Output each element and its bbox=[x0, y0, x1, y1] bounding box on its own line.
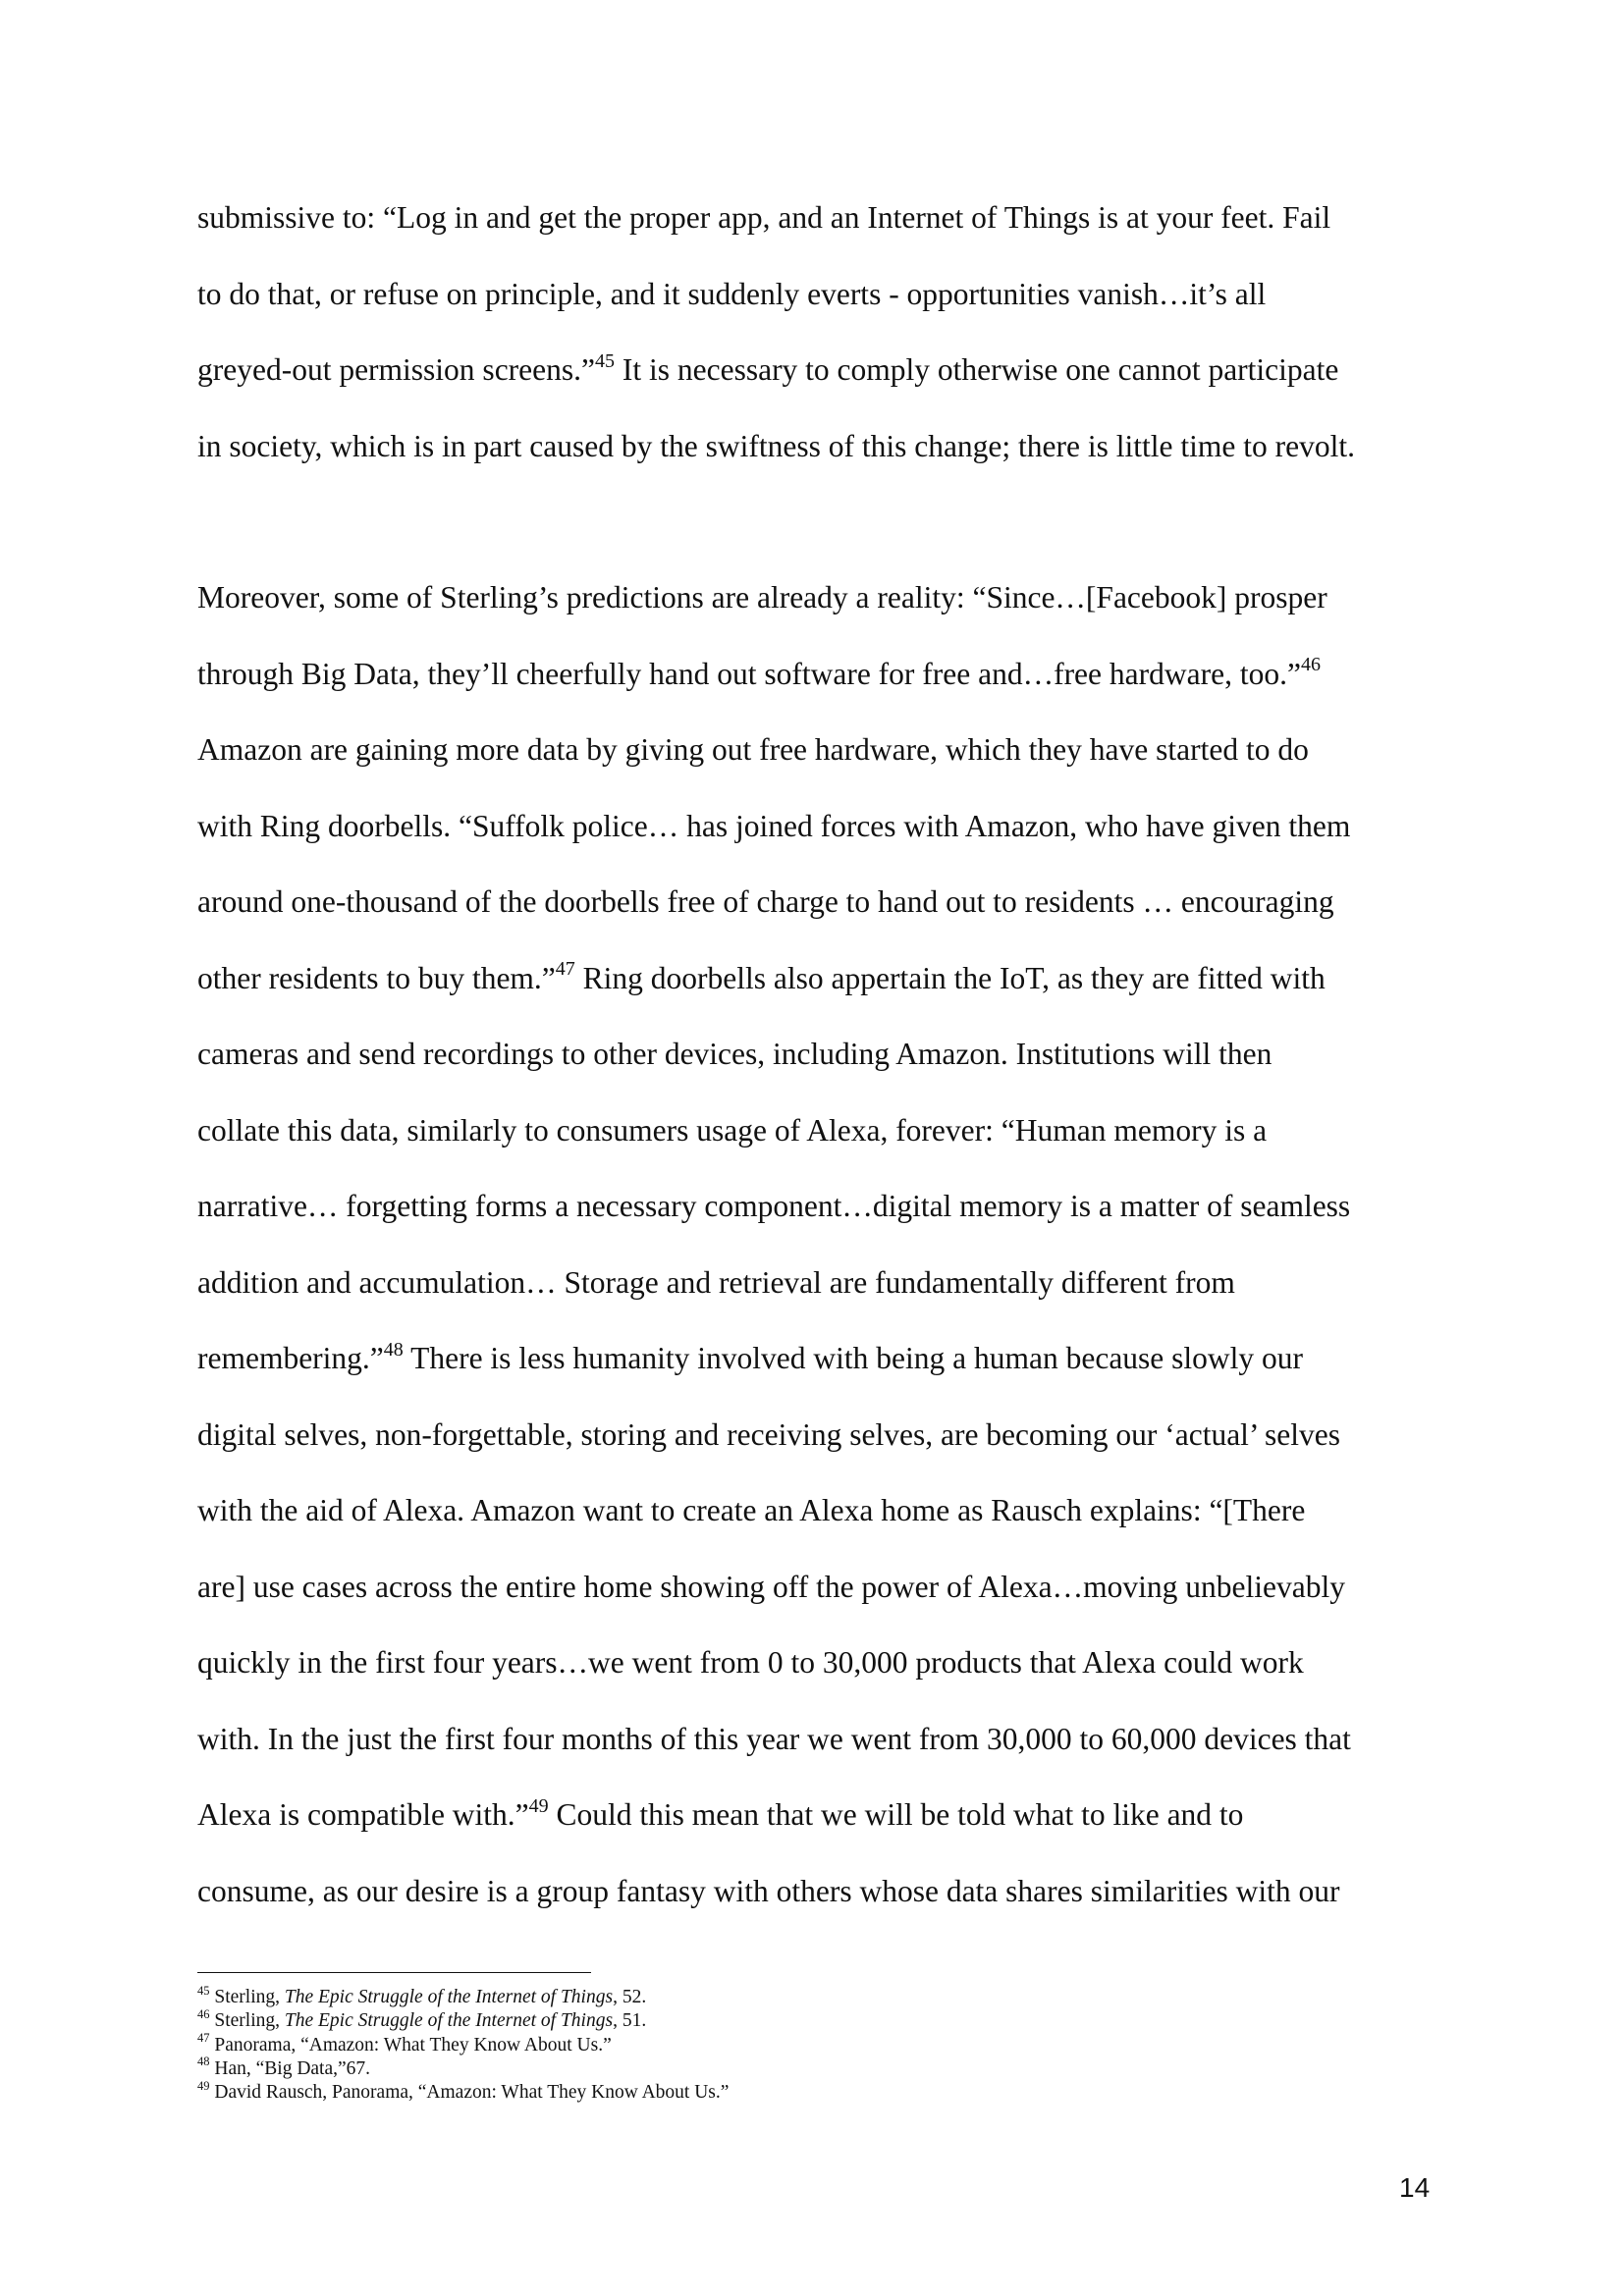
footnote-number: 47 bbox=[197, 2031, 210, 2046]
footnote-number: 48 bbox=[197, 2055, 210, 2069]
footnote-separator bbox=[197, 1972, 591, 1973]
text-line bbox=[197, 940, 1464, 1017]
text-line: Amazon are gaining more data by giving out free hardware, which they have started to do bbox=[197, 732, 1309, 767]
text-line bbox=[197, 1320, 1464, 1397]
text-run: Ring doorbells also appertain the IoT, as they are fitted with bbox=[574, 960, 1326, 995]
footnote-reference-46[interactable]: 46 bbox=[1300, 654, 1321, 675]
footnote-author: Sterling, bbox=[209, 1987, 285, 2007]
text-line: cameras and send recordings to other devices, including Amazon. Institutions will then bbox=[197, 1037, 1272, 1071]
footnote-page: , 51. bbox=[613, 2010, 647, 2032]
text-line: consume, as our desire is a group fantasy with others whose data shares similarities with our bbox=[197, 1873, 1340, 1908]
footnote-45 bbox=[197, 1983, 1376, 2009]
text-line: with the aid of Alexa. Amazon want to create an Alexa home as Rausch explains: “[There bbox=[197, 1493, 1306, 1527]
text-line: quickly in the first four years…we went from 0 to 30,000 products that Alexa could work bbox=[197, 1645, 1304, 1680]
text-line: with Ring doorbells. “Suffolk police… has joined forces with Amazon, who have given them bbox=[197, 808, 1351, 843]
footnote-reference-45[interactable]: 45 bbox=[595, 349, 615, 372]
text-run: Alexa is compatible with.” bbox=[197, 1797, 529, 1832]
page-number: 14 bbox=[1399, 2172, 1431, 2203]
footnote-46 bbox=[197, 2006, 1376, 2033]
footnote-title: The Epic Struggle of the Internet of Things bbox=[284, 1987, 614, 2007]
footnote-author: Sterling, bbox=[209, 2010, 285, 2032]
footnote-text: Han, “Big Data,”67. bbox=[209, 2057, 371, 2079]
footnote-reference-48[interactable]: 48 bbox=[383, 1338, 404, 1361]
text-line: to do that, or refuse on principle, and it suddenly everts - opportunities vanish…it’s all bbox=[197, 276, 1267, 311]
text-line: are] use cases across the entire home showing off the power of Alexa…moving unbelievably bbox=[197, 1569, 1345, 1604]
body-paragraph-2 bbox=[197, 560, 1464, 1929]
footnote-47 bbox=[197, 2031, 1376, 2057]
text-run: remembering.” bbox=[197, 1341, 384, 1375]
footnotes bbox=[197, 1983, 1376, 2105]
footnote-number: 45 bbox=[197, 1983, 210, 1998]
text-line bbox=[197, 1777, 1464, 1853]
text-run: greyed-out permission screens.” bbox=[197, 352, 595, 387]
footnote-page: , 52. bbox=[613, 1987, 647, 2007]
footnote-text: David Rausch, Panorama, “Amazon: What They Know About Us.” bbox=[209, 2082, 730, 2104]
text-line: with. In the just the first four months of this year we went from 30,000 to 60,000 devices that bbox=[197, 1721, 1351, 1756]
text-run: through Big Data, they’ll cheerfully hand out software for free and…free hardware, too.” bbox=[197, 656, 1301, 691]
text-run: Could this mean that we will be told what to like and to bbox=[548, 1797, 1244, 1832]
footnote-title: The Epic Struggle of the Internet of Things bbox=[284, 2010, 614, 2032]
text-run: other residents to buy them.” bbox=[197, 960, 556, 995]
text-line: in society, which is in part caused by the swiftness of this change; there is little time to revolt. bbox=[197, 428, 1355, 463]
footnote-text: Panorama, “Amazon: What They Know About Us.” bbox=[209, 2034, 612, 2056]
footnote-reference-49[interactable]: 49 bbox=[528, 1794, 549, 1817]
footnote-48 bbox=[197, 2057, 1376, 2081]
text-line: addition and accumulation… Storage and retrieval are fundamentally different from bbox=[197, 1264, 1235, 1300]
text-line: submissive to: “Log in and get the proper app, and an Internet of Things is at your feet. Fail bbox=[197, 200, 1331, 235]
text-run: It is necessary to comply otherwise one cannot participate bbox=[615, 352, 1339, 387]
text-line bbox=[197, 636, 1464, 713]
text-line: collate this data, similarly to consumers usage of Alexa, forever: “Human memory is a bbox=[197, 1112, 1268, 1148]
text-line: around one-thousand of the doorbells free of charge to hand out to residents … encouraging bbox=[197, 884, 1334, 919]
footnote-number: 49 bbox=[197, 2078, 210, 2093]
text-line bbox=[197, 332, 1464, 408]
footnote-number: 46 bbox=[197, 2006, 210, 2021]
text-line: narrative… forgetting forms a necessary component…digital memory is a matter of seamless bbox=[197, 1189, 1351, 1223]
footnote-reference-47[interactable]: 47 bbox=[555, 958, 575, 980]
text-line: digital selves, non-forgettable, storing and receiving selves, are becoming our ‘actual’ selves bbox=[197, 1416, 1340, 1452]
text-line: Moreover, some of Sterling’s predictions are already a reality: “Since…[Facebook] prosper bbox=[197, 580, 1327, 614]
footnote-49 bbox=[197, 2078, 1376, 2105]
text-run: There is less humanity involved with being a human because slowly our bbox=[403, 1341, 1304, 1375]
body-paragraph-1 bbox=[197, 180, 1464, 484]
